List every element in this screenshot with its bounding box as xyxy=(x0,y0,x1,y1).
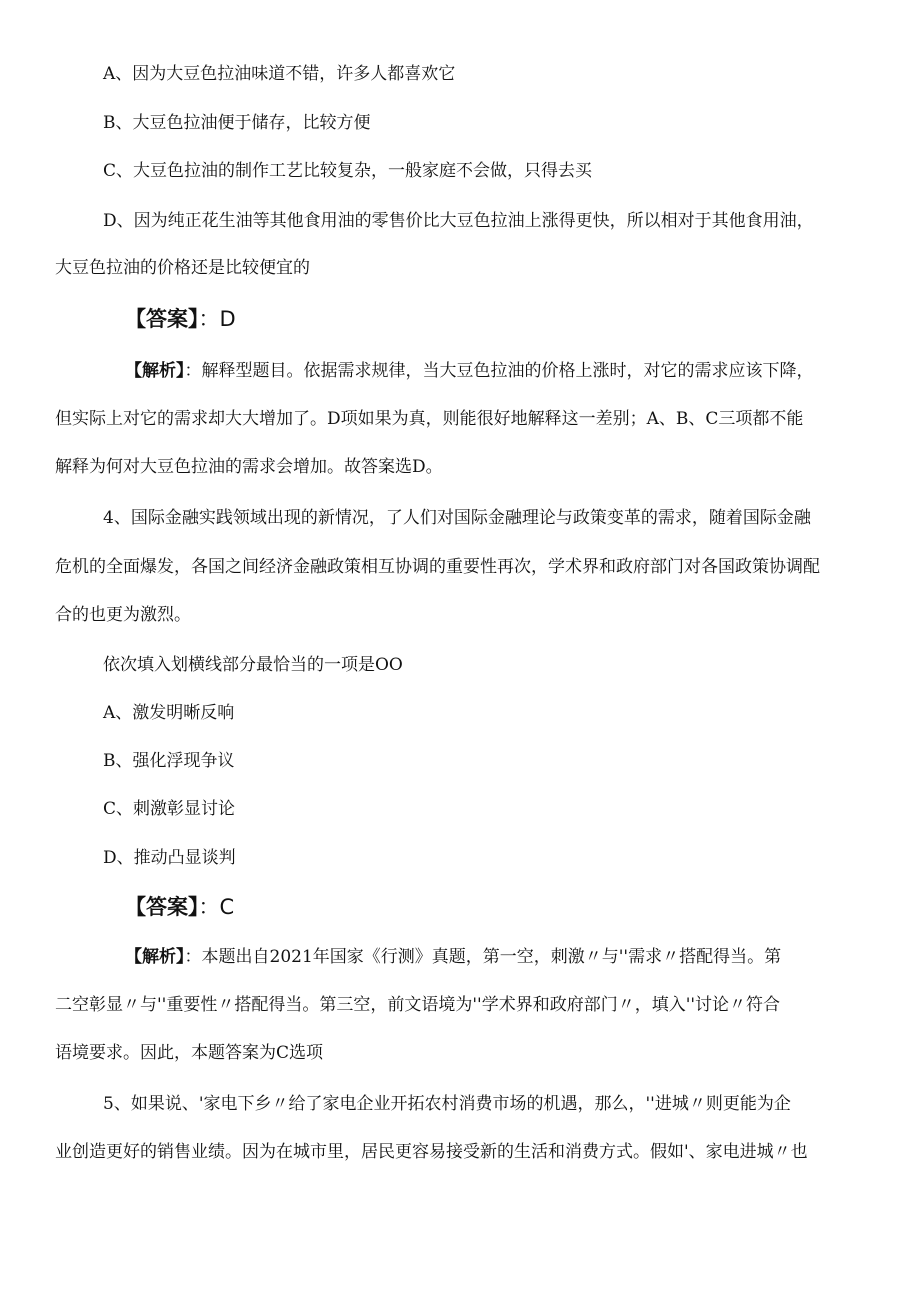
q4-explanation-line1 xyxy=(125,946,781,968)
q4-option-c: C、刺激彰显讨论 xyxy=(103,799,236,819)
q3-option-c: C、大豆色拉油的制作工艺比较复杂，一般家庭不会做，只得去买 xyxy=(103,161,593,181)
q3-explanation-line2: 但实际上对它的需求却大大增加了。D项如果为真，则能很好地解释这一差别；A、B、C三项都不能 xyxy=(55,409,804,429)
q4-explanation-line3: 语境要求。因此，本题答案为C选项 xyxy=(55,1043,324,1063)
q3-explanation-line1 xyxy=(125,360,814,382)
answer-label: 【答案】 xyxy=(125,895,199,919)
explanation-text: ：解释型题目。依据需求规律，当大豆色拉油的价格上涨时，对它的需求应该下降， xyxy=(184,361,814,381)
explanation-label: 【解析】 xyxy=(125,947,185,967)
explanation-text: ：本题出自2021年国家《行测》真题，第一空，刺激〃与''需求〃搭配得当。第 xyxy=(184,947,782,967)
q4-prompt: 依次填入划横线部分最恰当的一项是OO xyxy=(103,655,403,675)
q4-stem-line3: 合的也更为激烈。 xyxy=(55,605,191,625)
q3-option-a: A、因为大豆色拉油味道不错，许多人都喜欢它 xyxy=(103,64,456,84)
q3-option-d-line1: D、因为纯正花生油等其他食用油的零售价比大豆色拉油上涨得更快，所以相对于其他食用油， xyxy=(103,211,814,231)
q3-explanation-line3: 解释为何对大豆色拉油的需求会增加。故答案选D。 xyxy=(55,457,443,477)
q4-explanation-line2: 二空彰显〃与''重要性〃搭配得当。第三空，前文语境为''学术界和政府部门〃，填入''讨论〃符合 xyxy=(55,995,781,1015)
q3-answer xyxy=(125,308,236,330)
answer-label: 【答案】 xyxy=(125,307,199,331)
q4-answer xyxy=(125,896,234,918)
answer-value: ：D xyxy=(198,307,236,331)
q4-option-b: B、强化浮现争议 xyxy=(103,751,235,771)
answer-value: ：C xyxy=(198,895,235,919)
q5-stem-line1: 5、如果说、'家电下乡〃给了家电企业开拓农村消费市场的机遇，那么，''进城〃则更能为企 xyxy=(103,1094,791,1114)
q4-stem-line1: 4、国际金融实践领域出现的新情况，了人们对国际金融理论与政策变革的需求，随着国际金融 xyxy=(103,508,811,528)
q4-stem-line2: 危机的全面爆发，各国之间经济金融政策相互协调的重要性再次，学术界和政府部门对各国政策协调配 xyxy=(55,557,820,577)
q3-option-b: B、大豆色拉油便于储存，比较方便 xyxy=(103,113,371,133)
q4-option-a: A、激发明晰反响 xyxy=(103,703,235,723)
q4-option-d: D、推动凸显谈判 xyxy=(103,848,236,868)
q5-stem-line2: 业创造更好的销售业绩。因为在城市里，居民更容易接受新的生活和消费方式。假如'、家电进城〃也 xyxy=(55,1142,808,1162)
explanation-label: 【解析】 xyxy=(125,361,185,381)
q3-option-d-line2: 大豆色拉油的价格还是比较便宜的 xyxy=(55,258,310,278)
